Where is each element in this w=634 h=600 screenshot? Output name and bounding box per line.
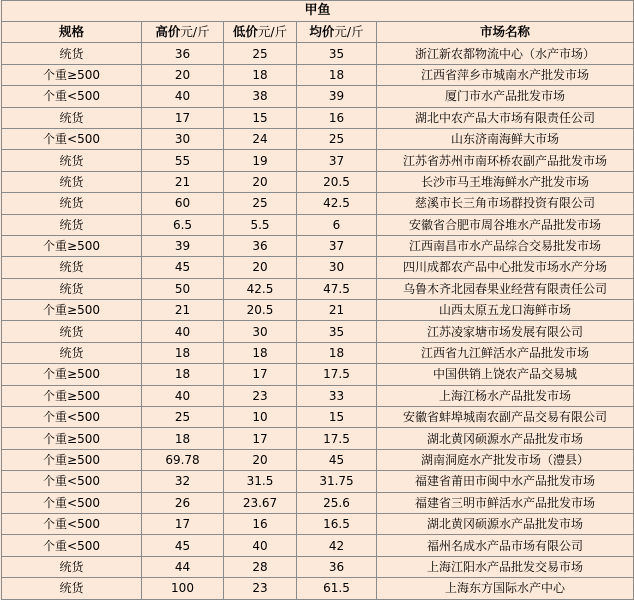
cell-spec: 统货 xyxy=(2,257,142,278)
table-row xyxy=(2,342,634,363)
table-row xyxy=(2,535,634,556)
header-avg xyxy=(297,22,377,43)
cell-market: 江苏省苏州市南环桥农副产品批发市场 xyxy=(377,150,634,171)
cell-avg: 42.5 xyxy=(297,193,377,214)
cell-market: 江苏凌家塘市场发展有限公司 xyxy=(377,321,634,342)
header-high xyxy=(142,22,224,43)
cell-low: 23 xyxy=(224,578,297,599)
cell-low: 24 xyxy=(224,128,297,149)
cell-market: 上海江阳水产品批发交易市场 xyxy=(377,556,634,577)
cell-avg: 16 xyxy=(297,107,377,128)
table-row xyxy=(2,171,634,192)
cell-high: 44 xyxy=(142,556,224,577)
header-row xyxy=(2,22,634,43)
cell-spec: 个重<500 xyxy=(2,492,142,513)
cell-high: 18 xyxy=(142,428,224,449)
cell-high: 40 xyxy=(142,385,224,406)
cell-spec: 个重<500 xyxy=(2,86,142,107)
cell-low: 25 xyxy=(224,193,297,214)
cell-high: 40 xyxy=(142,86,224,107)
cell-high: 20 xyxy=(142,64,224,85)
cell-market: 湖北中农产品大市场有限责任公司 xyxy=(377,107,634,128)
cell-spec: 个重<500 xyxy=(2,513,142,534)
cell-spec: 统货 xyxy=(2,43,142,64)
cell-high: 45 xyxy=(142,535,224,556)
cell-avg: 37 xyxy=(297,235,377,256)
cell-market: 江西省萍乡市城南水产批发市场 xyxy=(377,64,634,85)
cell-low: 30 xyxy=(224,321,297,342)
cell-high: 60 xyxy=(142,193,224,214)
table-row xyxy=(2,556,634,577)
cell-low: 23 xyxy=(224,385,297,406)
cell-spec: 个重<500 xyxy=(2,535,142,556)
cell-low: 15 xyxy=(224,107,297,128)
price-table xyxy=(1,0,634,600)
cell-avg: 47.5 xyxy=(297,278,377,299)
cell-avg: 17.5 xyxy=(297,364,377,385)
cell-spec: 个重<500 xyxy=(2,471,142,492)
cell-spec: 统货 xyxy=(2,171,142,192)
cell-avg: 61.5 xyxy=(297,578,377,599)
cell-high: 40 xyxy=(142,321,224,342)
cell-low: 28 xyxy=(224,556,297,577)
cell-high: 6.5 xyxy=(142,214,224,235)
table-row xyxy=(2,428,634,449)
cell-avg: 21 xyxy=(297,300,377,321)
cell-high: 55 xyxy=(142,150,224,171)
cell-low: 31.5 xyxy=(224,471,297,492)
table-row xyxy=(2,257,634,278)
cell-low: 18 xyxy=(224,64,297,85)
cell-low: 23.67 xyxy=(224,492,297,513)
table-row xyxy=(2,364,634,385)
cell-low: 20 xyxy=(224,171,297,192)
table-row xyxy=(2,407,634,428)
table-body xyxy=(2,43,634,599)
cell-avg: 17.5 xyxy=(297,428,377,449)
cell-high: 30 xyxy=(142,128,224,149)
cell-avg: 30 xyxy=(297,257,377,278)
cell-avg: 35 xyxy=(297,321,377,342)
cell-market: 乌鲁木齐北园春果业经营有限责任公司 xyxy=(377,278,634,299)
cell-market: 上海江杨水产品批发市场 xyxy=(377,385,634,406)
cell-low: 40 xyxy=(224,535,297,556)
table-row xyxy=(2,43,634,64)
cell-spec: 个重≥500 xyxy=(2,235,142,256)
cell-low: 16 xyxy=(224,513,297,534)
header-avg-unit: 元/斤 xyxy=(334,24,364,40)
table-row xyxy=(2,86,634,107)
header-spec: 规格 xyxy=(2,22,142,43)
cell-spec: 个重≥500 xyxy=(2,428,142,449)
cell-market: 山东济南海鲜大市场 xyxy=(377,128,634,149)
cell-low: 17 xyxy=(224,364,297,385)
cell-market: 福州名成水产品市场有限公司 xyxy=(377,535,634,556)
cell-avg: 35 xyxy=(297,43,377,64)
cell-high: 36 xyxy=(142,43,224,64)
cell-low: 36 xyxy=(224,235,297,256)
cell-avg: 39 xyxy=(297,86,377,107)
table-row xyxy=(2,578,634,599)
cell-market: 山西太原五龙口海鲜市场 xyxy=(377,300,634,321)
cell-avg: 18 xyxy=(297,64,377,85)
table-row xyxy=(2,107,634,128)
table-title: 甲鱼 xyxy=(2,1,634,22)
cell-low: 17 xyxy=(224,428,297,449)
cell-high: 100 xyxy=(142,578,224,599)
cell-spec: 统货 xyxy=(2,150,142,171)
cell-low: 20 xyxy=(224,449,297,470)
cell-low: 5.5 xyxy=(224,214,297,235)
cell-low: 19 xyxy=(224,150,297,171)
cell-spec: 个重<500 xyxy=(2,407,142,428)
header-low-label: 低价 xyxy=(232,24,258,40)
cell-low: 38 xyxy=(224,86,297,107)
table-row xyxy=(2,150,634,171)
cell-spec: 统货 xyxy=(2,278,142,299)
cell-market: 中国供销上饶农产品交易城 xyxy=(377,364,634,385)
cell-spec: 统货 xyxy=(2,321,142,342)
table-row xyxy=(2,513,634,534)
cell-market: 慈溪市长三角市场群投资有限公司 xyxy=(377,193,634,214)
cell-market: 福建省莆田市闽中水产品批发市场 xyxy=(377,471,634,492)
cell-avg: 18 xyxy=(297,342,377,363)
cell-spec: 个重≥500 xyxy=(2,364,142,385)
cell-market: 浙江新农都物流中心（水产市场） xyxy=(377,43,634,64)
table-row xyxy=(2,214,634,235)
table-row xyxy=(2,321,634,342)
table-row xyxy=(2,300,634,321)
header-high-unit: 元/斤 xyxy=(180,24,210,40)
table-row xyxy=(2,471,634,492)
cell-spec: 统货 xyxy=(2,214,142,235)
cell-high: 45 xyxy=(142,257,224,278)
table-row xyxy=(2,193,634,214)
header-low-unit: 元/斤 xyxy=(257,24,288,40)
cell-high: 39 xyxy=(142,235,224,256)
table-row xyxy=(2,278,634,299)
header-avg-label: 均价 xyxy=(309,24,335,40)
table-row xyxy=(2,235,634,256)
cell-high: 18 xyxy=(142,342,224,363)
cell-high: 25 xyxy=(142,407,224,428)
cell-low: 42.5 xyxy=(224,278,297,299)
cell-avg: 15 xyxy=(297,407,377,428)
cell-spec: 个重≥500 xyxy=(2,300,142,321)
cell-high: 32 xyxy=(142,471,224,492)
cell-market: 长沙市马王堆海鲜水产批发市场 xyxy=(377,171,634,192)
cell-market: 江西南昌市水产品综合交易批发市场 xyxy=(377,235,634,256)
cell-market: 安徽省合肥市周谷堆水产品批发市场 xyxy=(377,214,634,235)
cell-avg: 37 xyxy=(297,150,377,171)
cell-avg: 42 xyxy=(297,535,377,556)
header-high-label: 高价 xyxy=(155,24,181,40)
cell-market: 湖北黄冈硕源水产品批发市场 xyxy=(377,428,634,449)
table-row xyxy=(2,449,634,470)
cell-market: 上海东方国际水产中心 xyxy=(377,578,634,599)
cell-high: 26 xyxy=(142,492,224,513)
cell-spec: 统货 xyxy=(2,193,142,214)
cell-avg: 6 xyxy=(297,214,377,235)
cell-market: 湖南洞庭水产批发市场（澧县） xyxy=(377,449,634,470)
table-title-row xyxy=(2,1,634,22)
header-market: 市场名称 xyxy=(377,22,634,43)
cell-avg: 36 xyxy=(297,556,377,577)
cell-low: 18 xyxy=(224,342,297,363)
cell-avg: 25 xyxy=(297,128,377,149)
cell-market: 湖北黄冈硕源水产品批发市场 xyxy=(377,513,634,534)
cell-spec: 个重≥500 xyxy=(2,64,142,85)
cell-high: 17 xyxy=(142,107,224,128)
cell-high: 21 xyxy=(142,171,224,192)
cell-high: 69.78 xyxy=(142,449,224,470)
cell-spec: 个重≥500 xyxy=(2,449,142,470)
cell-market: 四川成都农产品中心批发市场水产分场 xyxy=(377,257,634,278)
table-row xyxy=(2,385,634,406)
cell-low: 20.5 xyxy=(224,300,297,321)
table-row xyxy=(2,64,634,85)
table-row xyxy=(2,492,634,513)
cell-avg: 16.5 xyxy=(297,513,377,534)
cell-spec: 统货 xyxy=(2,342,142,363)
header-low xyxy=(224,22,297,43)
cell-market: 厦门市水产品批发市场 xyxy=(377,86,634,107)
cell-avg: 25.6 xyxy=(297,492,377,513)
cell-spec: 个重<500 xyxy=(2,128,142,149)
cell-low: 10 xyxy=(224,407,297,428)
cell-low: 20 xyxy=(224,257,297,278)
cell-low: 25 xyxy=(224,43,297,64)
cell-market: 安徽省蚌埠城南农副产品交易有限公司 xyxy=(377,407,634,428)
cell-avg: 45 xyxy=(297,449,377,470)
cell-high: 18 xyxy=(142,364,224,385)
cell-avg: 20.5 xyxy=(297,171,377,192)
cell-high: 21 xyxy=(142,300,224,321)
cell-market: 福建省三明市鲜活水产品批发市场 xyxy=(377,492,634,513)
cell-spec: 统货 xyxy=(2,556,142,577)
cell-avg: 31.75 xyxy=(297,471,377,492)
cell-spec: 个重≥500 xyxy=(2,385,142,406)
cell-high: 50 xyxy=(142,278,224,299)
cell-spec: 统货 xyxy=(2,578,142,599)
cell-high: 17 xyxy=(142,513,224,534)
table-row xyxy=(2,128,634,149)
cell-avg: 33 xyxy=(297,385,377,406)
cell-market: 江西省九江鲜活水产品批发市场 xyxy=(377,342,634,363)
cell-spec: 统货 xyxy=(2,107,142,128)
